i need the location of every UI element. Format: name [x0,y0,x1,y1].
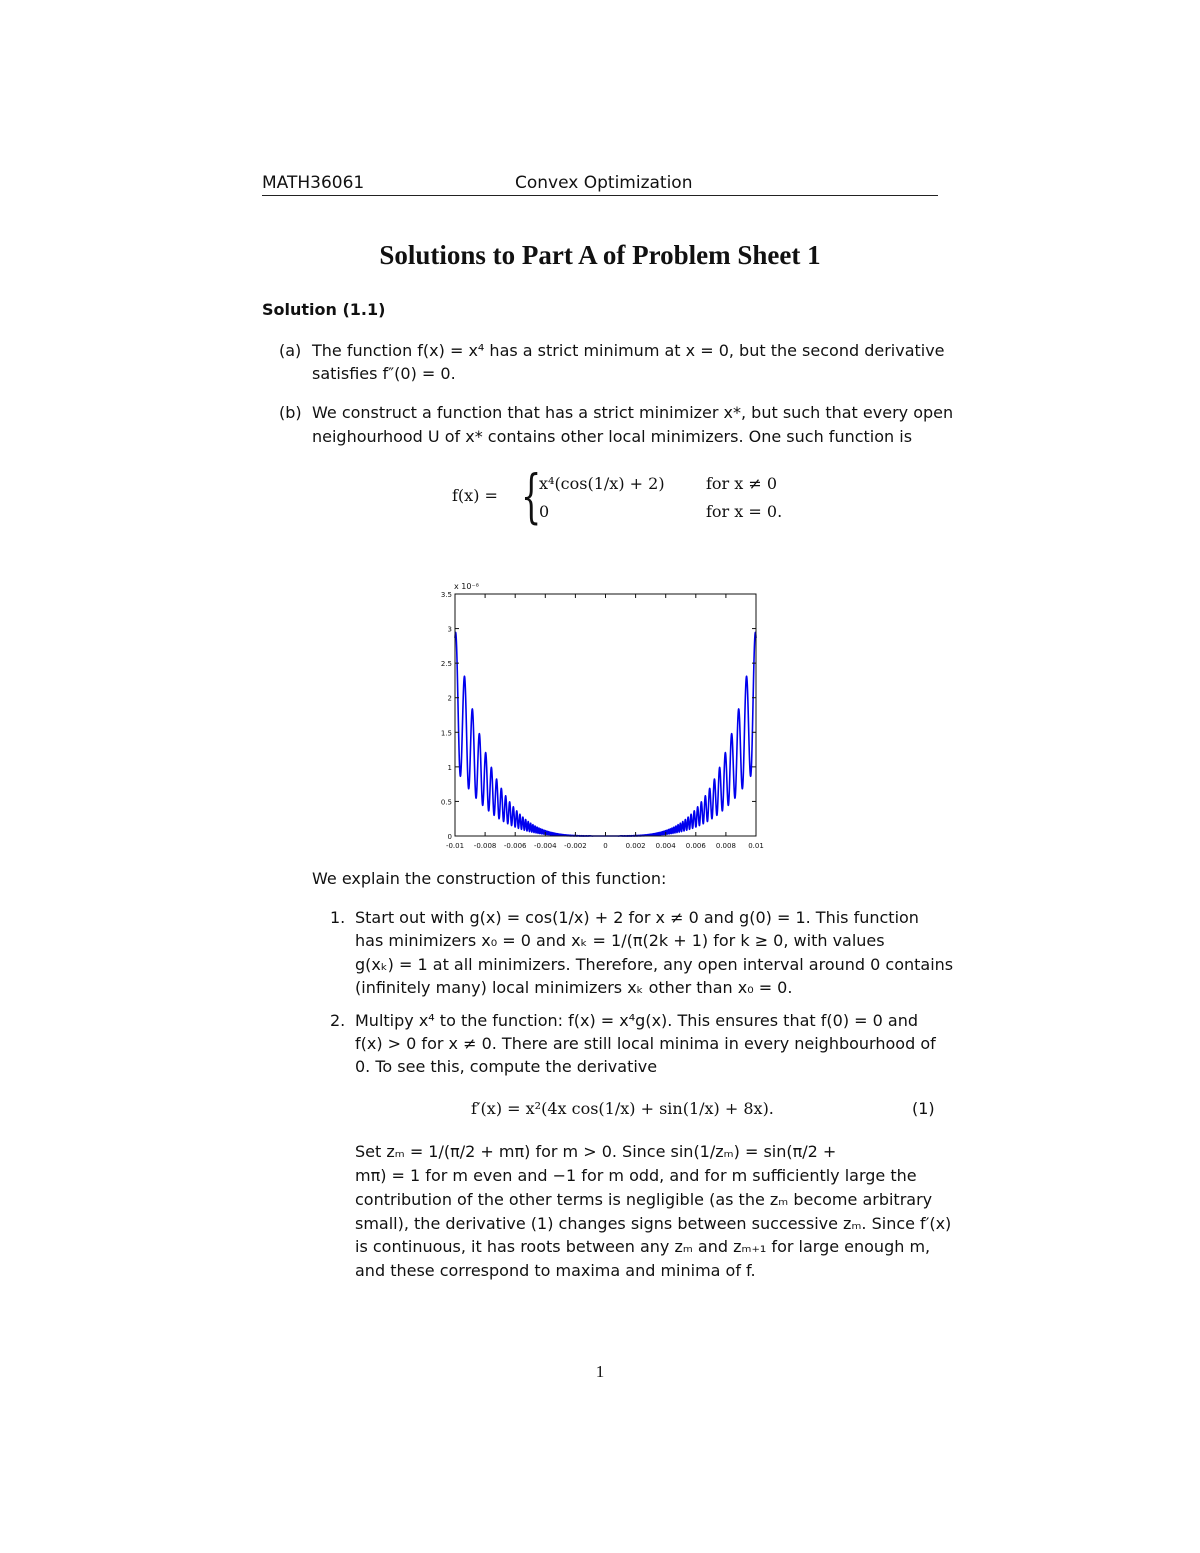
y-tick-label: 0.5 [440,798,452,807]
part-b-line-1: We construct a function that has a strict minimizer x*, but such that every open [312,403,954,422]
item-2-line-3: 0. To see this, compute the derivative [355,1057,658,1076]
item-2-para-line-3: contribution of the other terms is negligible (as the zₘ become arbitrary [355,1190,933,1209]
x-tick-label: -0.01 [445,842,465,850]
x-tick-label: -0.008 [473,842,497,850]
item-1-line-3: g(xₖ) = 1 at all minimizers. Therefore, any open interval around 0 contains [355,955,954,974]
y-tick-label: 2 [447,694,452,703]
y-tick-label: 0 [447,833,452,841]
page-title: Solutions to Part A of Problem Sheet 1 [379,240,821,270]
piecewise-case-2-cond: for x = 0. [706,502,783,521]
page-number: 1 [595,1362,605,1381]
course-code: MATH36061 [262,173,365,193]
piecewise-case-1-expr: x⁴(cos(1/x) + 2) [539,474,665,493]
piecewise-case-2-expr: 0 [539,502,550,521]
piecewise-case-1-cond: for x ≠ 0 [706,474,778,493]
y-tick-label: 3 [447,625,452,634]
header-rule [262,195,938,196]
x-tick-label: -0.004 [534,842,557,850]
y-tick-label: 1.5 [440,729,452,738]
item-2-number: 2. [330,1011,346,1030]
x-tick-label: 0.004 [655,842,676,850]
y-tick-label: 2.5 [440,660,452,669]
item-1-line-2: has minimizers x₀ = 0 and xₖ = 1/(π(2k + 1) for k ≥ 0, with values [355,931,885,950]
item-2-para-line-2: mπ) = 1 for m even and −1 for m odd, and for m sufficiently large the [355,1166,917,1185]
item-2-para-line-4: small), the derivative (1) changes signs between successive zₘ. Since f′(x) [355,1214,952,1233]
explain-intro: We explain the construction of this function: [312,869,667,888]
part-a-line-2: satisfies f″(0) = 0. [312,364,456,383]
item-1-number: 1. [330,908,346,927]
item-1-line-4: (infinitely many) local minimizers xₖ other than x₀ = 0. [355,978,793,997]
item-1-line-1: Start out with g(x) = cos(1/x) + 2 for x ≠ 0 and g(0) = 1. This function [355,908,919,927]
item-2-line-2: f(x) > 0 for x ≠ 0. There are still local minima in every neighbourhood of [355,1034,936,1053]
item-2-para-line-5: is continuous, it has roots between any zₘ and zₘ₊₁ for large enough m, [355,1237,931,1256]
course-subject: Convex Optimization [515,173,693,193]
y-tick-label: 1 [447,763,452,772]
part-b-label: (b) [279,403,302,422]
piecewise-brace: { [521,462,542,530]
x-tick-label: -0.002 [564,842,587,850]
section-heading: Solution (1.1) [262,300,386,319]
x-tick-label: 0.008 [715,842,736,850]
plot-series [455,632,756,836]
part-a-line-1: The function f(x) = x⁴ has a strict minimum at x = 0, but the second derivative [312,341,945,360]
y-multiplier-label: x 10⁻⁸ [454,582,479,591]
function-curve [455,632,756,836]
x-tick-label: 0.006 [685,842,706,850]
x-tick-label: -0.006 [503,842,527,850]
part-b-line-2: neighourhood U of x* contains other local minimizers. One such function is [312,427,913,446]
part-a-label: (a) [279,341,302,360]
function-plot [430,575,780,850]
x-tick-label: 0.01 [748,842,764,850]
derivative-equation: f′(x) = x²(4x cos(1/x) + sin(1/x) + 8x). [471,1099,774,1118]
piecewise-lhs: f(x) = [452,486,498,505]
item-2-para-line-6: and these correspond to maxima and minima of f. [355,1261,756,1280]
item-2-para-line-1: Set zₘ = 1/(π/2 + mπ) for m > 0. Since sin(1/zₘ) = sin(π/2 + [355,1142,837,1161]
x-tick-label: 0.002 [625,842,646,850]
item-2-line-1: Multipy x⁴ to the function: f(x) = x⁴g(x). This ensures that f(0) = 0 and [355,1011,918,1030]
y-tick-label: 3.5 [440,591,452,599]
x-tick-label: 0 [603,842,608,850]
equation-number: (1) [912,1099,935,1118]
